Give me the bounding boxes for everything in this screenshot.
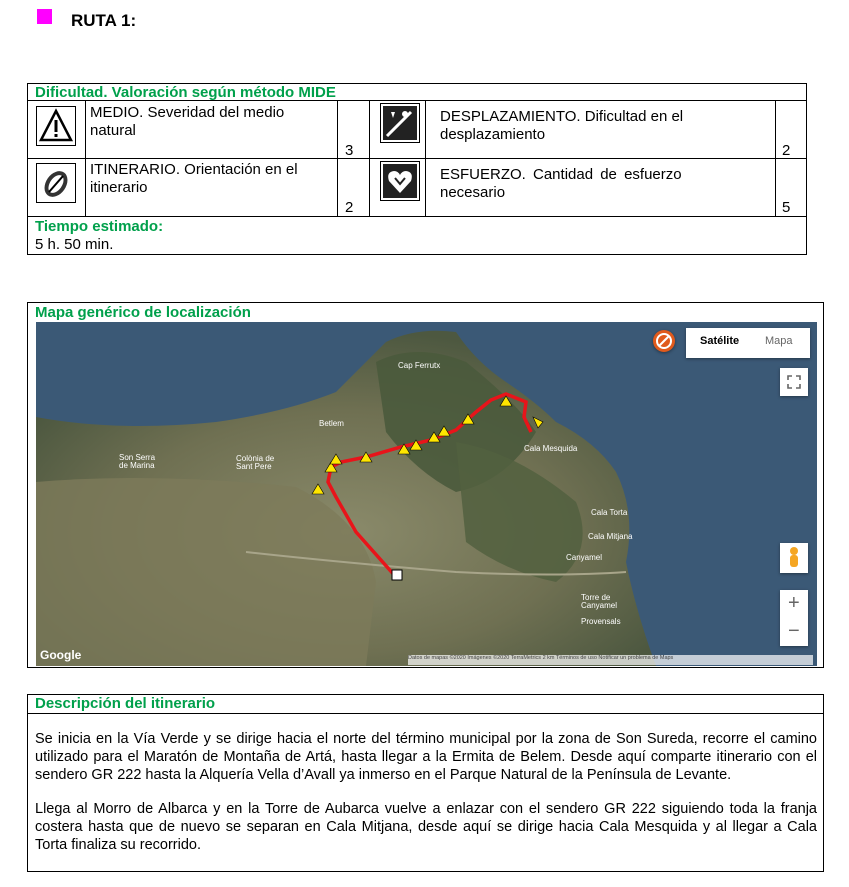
- svg-text:Betlem: Betlem: [319, 419, 344, 428]
- svg-text:Canyamel: Canyamel: [581, 601, 618, 610]
- heart-effort-icon: [380, 161, 420, 201]
- svg-text:de Marina: de Marina: [119, 461, 155, 470]
- street-view-pegman[interactable]: [780, 543, 808, 573]
- svg-text:Son Serra: Son Serra: [119, 453, 156, 462]
- mide-heading: Dificultad. Valoración según método MIDE: [35, 84, 336, 101]
- map-button[interactable]: Mapa: [765, 335, 793, 347]
- time-value: 5 h. 50 min.: [35, 236, 114, 253]
- mide-label-medio: MEDIO. Severidad del medio natural: [90, 104, 285, 139]
- description-heading-rule: [27, 713, 824, 714]
- svg-text:Provensals: Provensals: [581, 617, 621, 626]
- satellite-terrain: [36, 322, 817, 666]
- fullscreen-icon: [780, 368, 808, 396]
- description-body: [35, 730, 817, 854]
- zoom-in-button[interactable]: +: [788, 592, 800, 614]
- route-title: RUTA 1:: [71, 11, 137, 30]
- compass-icon: [36, 163, 76, 203]
- svg-text:Torre de: Torre de: [581, 593, 611, 602]
- no-location-icon[interactable]: [653, 330, 675, 352]
- satellite-button[interactable]: Satélite: [700, 335, 740, 347]
- map-heading: Mapa genérico de localización: [35, 304, 251, 321]
- map-view[interactable]: [36, 322, 817, 666]
- svg-text:Sant Pere: Sant Pere: [236, 462, 272, 471]
- mide-value-desplazamiento: 2: [782, 142, 791, 159]
- time-heading: Tiempo estimado:: [35, 218, 164, 235]
- mide-divider: [775, 100, 807, 216]
- mide-label-esfuerzo: ESFUERZO. Cantidad de esfuerzo necesario: [440, 166, 682, 201]
- svg-text:Cala Mesquida: Cala Mesquida: [524, 444, 578, 453]
- mide-divider: [27, 216, 807, 217]
- pink-bullet: [37, 9, 52, 24]
- hiker-path-icon: [380, 103, 420, 143]
- mide-value-medio: 3: [345, 142, 354, 159]
- warning-triangle-icon: [36, 106, 76, 146]
- google-logo: Google: [40, 648, 82, 662]
- description-paragraph: Se inicia en la Vía Verde y se dirige hacia el norte del término municipal por la zona de Son Sureda, recorre el camino utilizado para el Maratón de Montaña de Artá, hasta llegar a la Ermita de Belem. Desde aquí comparte itinerario con el sendero GR 222 hasta la Alquería Vella d’Avall ya inmerso en el Parque Natural de la Península de Levante.: [35, 731, 817, 783]
- description-paragraph: Llega al Morro de Albarca y en la Torre de Aubarca vuelve a enlazar con el sendero GR 222 siguiendo toda la franja costera hasta que de nuevo se separan en Cala Mitjana, desde aquí se dirige hacia Cala Mesquida y al llegar a Cala Torta finaliza su recorrido.: [35, 801, 817, 853]
- description-heading: Descripción del itinerario: [35, 695, 216, 712]
- fullscreen-button[interactable]: [780, 368, 808, 396]
- svg-text:Colònia de: Colònia de: [236, 454, 275, 463]
- pegman-icon: [780, 543, 808, 573]
- svg-text:Cala Mitjana: Cala Mitjana: [588, 532, 633, 541]
- mide-label-desplazamiento: DESPLAZAMIENTO. Dificultad en el desplazamiento: [440, 108, 684, 143]
- mide-value-esfuerzo: 5: [782, 199, 791, 216]
- zoom-out-button[interactable]: −: [788, 620, 800, 642]
- mide-label-itinerario: ITINERARIO. Orientación en el itinerario: [90, 161, 298, 196]
- svg-text:Cap Ferrutx: Cap Ferrutx: [398, 361, 441, 370]
- map-attribution: Datos de mapas ©2020 Imágenes ©2020 TerraMetrics 2 km Términos de uso Notificar un problema de Maps: [408, 655, 813, 665]
- mide-value-itinerario: 2: [345, 199, 354, 216]
- svg-text:Cala Torta: Cala Torta: [591, 508, 628, 517]
- svg-text:Canyamel: Canyamel: [566, 553, 603, 562]
